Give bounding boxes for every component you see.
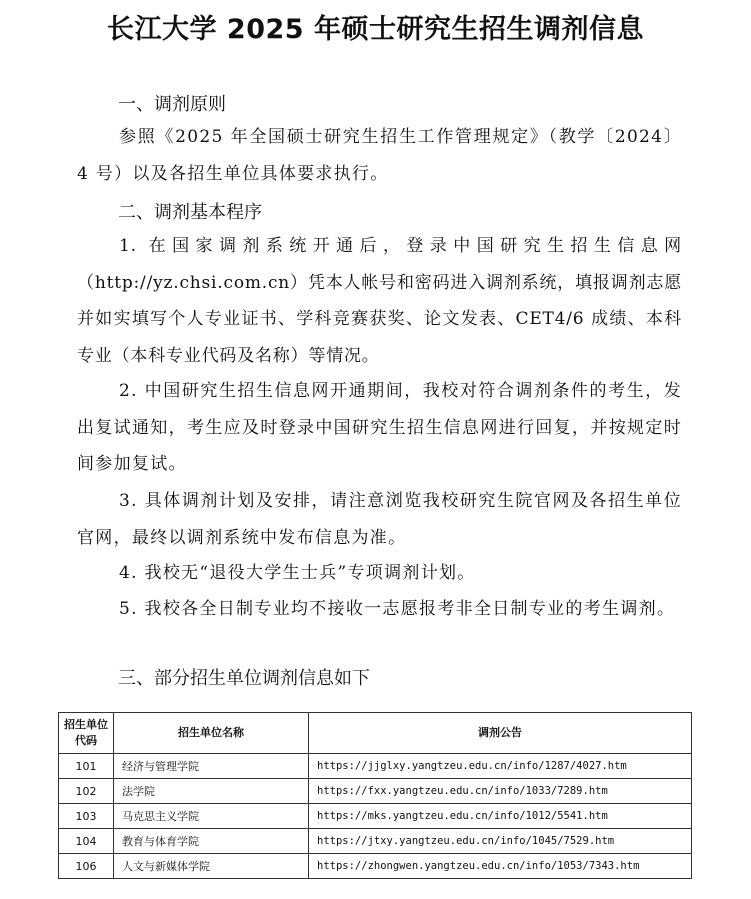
section-heading-procedure: 二、调剂基本程序 [118, 202, 262, 223]
section-heading-units: 三、部分招生单位调剂信息如下 [118, 668, 370, 689]
page-title: 长江大学 2025 年硕士研究生招生调剂信息 [107, 14, 644, 45]
announcement-link[interactable]: https://jtxy.yangtzeu.edu.cn/info/1045/7529.htm [309, 829, 692, 854]
unit-name: 经济与管理学院 [114, 754, 309, 779]
column-header-code: 招生单位代码 [59, 713, 114, 754]
unit-code: 106 [59, 854, 114, 879]
unit-name: 法学院 [114, 779, 309, 804]
column-header-announcement: 调剂公告 [309, 713, 692, 754]
paragraph-principle: 参照《2025 年全国硕士研究生招生工作管理规定》（教学〔2024〕4 号）以及各招生单位具体要求执行。 [77, 127, 682, 184]
unit-name: 教育与体育学院 [114, 829, 309, 854]
announcement-link[interactable]: https://jjglxy.yangtzeu.edu.cn/info/1287/4027.htm [309, 754, 692, 779]
section-heading-principle: 一、调剂原则 [118, 94, 226, 115]
table-row [59, 854, 692, 879]
table-header-row [59, 713, 692, 754]
paragraph-step-1: 1. 在国家调剂系统开通后，登录中国研究生招生信息网（http://yz.chsi.com.cn）凭本人帐号和密码进入调剂系统，填报调剂志愿并如实填写个人专业证书、学科竞赛获奖、论文发表、CET4/6 成绩、本科专业（本科专业代码及名称）等情况。 [77, 236, 682, 366]
unit-code: 104 [59, 829, 114, 854]
paragraph-step-2: 2. 中国研究生招生信息网开通期间，我校对符合调剂条件的考生，发出复试通知，考生应及时登录中国研究生招生信息网进行回复，并按规定时间参加复试。 [77, 381, 682, 474]
paragraph-step-5: 5. 我校各全日制专业均不接收一志愿报考非全日制专业的考生调剂。 [119, 599, 676, 619]
announcement-link[interactable]: https://zhongwen.yangtzeu.edu.cn/info/1053/7343.htm [309, 854, 692, 879]
paragraph-step-3: 3. 具体调剂计划及安排，请注意浏览我校研究生院官网及各招生单位官网，最终以调剂系统中发布信息为准。 [77, 491, 682, 548]
unit-name: 人文与新媒体学院 [114, 854, 309, 879]
announcement-link[interactable]: https://mks.yangtzeu.edu.cn/info/1012/5541.htm [309, 804, 692, 829]
unit-code: 101 [59, 754, 114, 779]
unit-name: 马克思主义学院 [114, 804, 309, 829]
table-row [59, 804, 692, 829]
unit-code: 103 [59, 804, 114, 829]
paragraph-step-4: 4. 我校无“退役大学生士兵”专项调剂计划。 [119, 563, 476, 583]
table-row [59, 779, 692, 804]
adjustment-table [58, 712, 692, 879]
column-header-unit-name: 招生单位名称 [114, 713, 309, 754]
unit-code: 102 [59, 779, 114, 804]
announcement-link[interactable]: https://fxx.yangtzeu.edu.cn/info/1033/7289.htm [309, 779, 692, 804]
table-row [59, 829, 692, 854]
table-row [59, 754, 692, 779]
